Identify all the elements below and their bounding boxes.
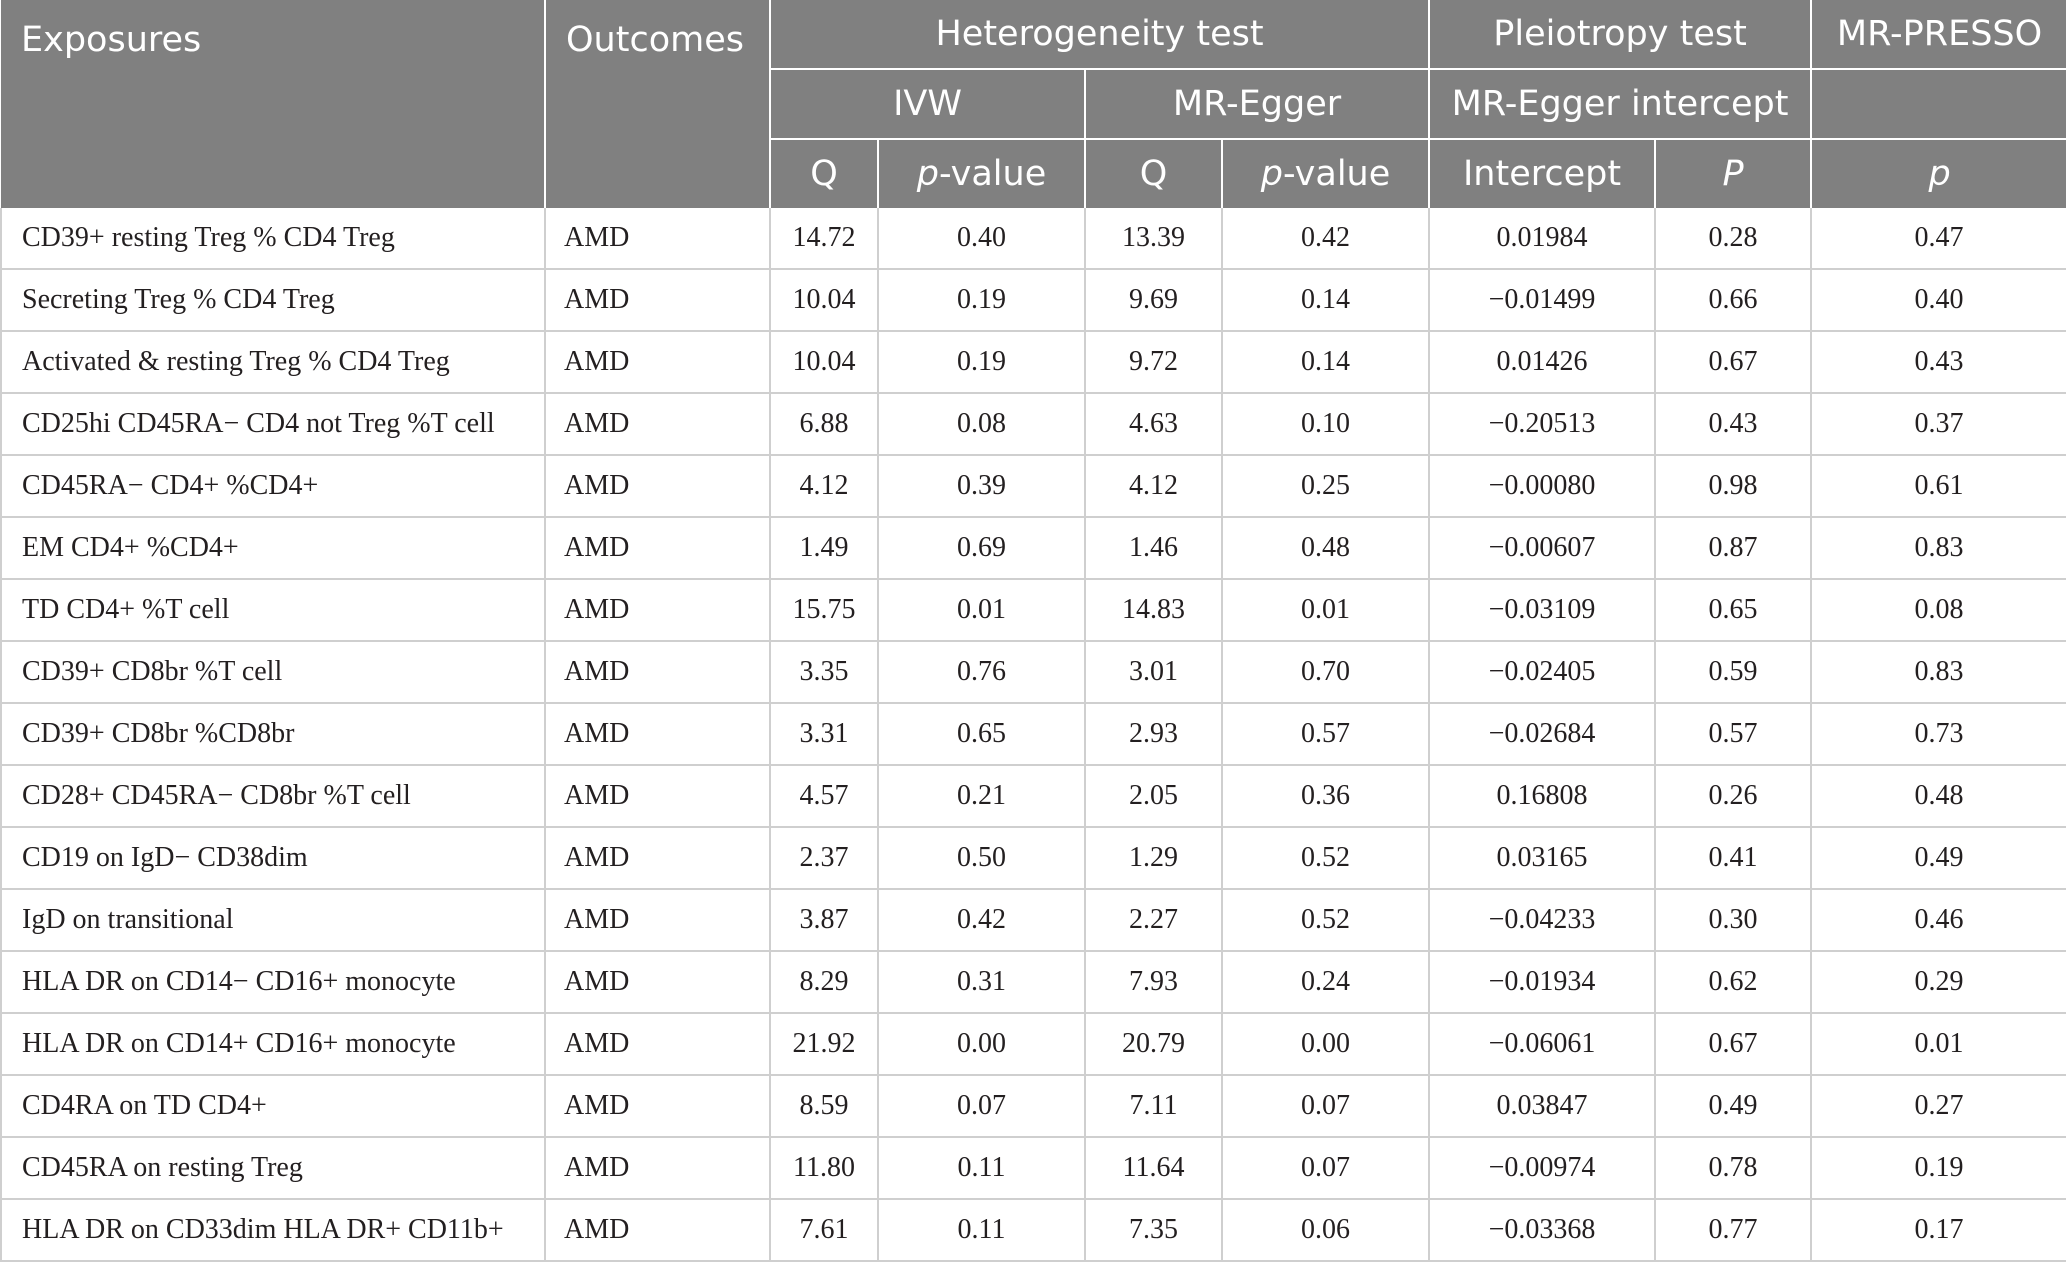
- cell-q-ivw: 1.49: [770, 517, 878, 579]
- cell-q-ivw: 15.75: [770, 579, 878, 641]
- cell-p-ivw: 0.69: [878, 517, 1085, 579]
- cell-p-presso: 0.40: [1811, 269, 2066, 331]
- cell-exposure: CD39+ resting Treg % CD4 Treg: [1, 208, 545, 269]
- cell-p-pleio: 0.98: [1655, 455, 1811, 517]
- cell-p-ivw: 0.01: [878, 579, 1085, 641]
- cell-p-presso: 0.29: [1811, 951, 2066, 1013]
- cell-q-ivw: 14.72: [770, 208, 878, 269]
- cell-p-presso: 0.48: [1811, 765, 2066, 827]
- cell-p-ivw: 0.31: [878, 951, 1085, 1013]
- table-row: [1, 765, 2066, 827]
- cell-outcome: AMD: [545, 269, 770, 331]
- cell-p-pleio: 0.77: [1655, 1199, 1811, 1261]
- cell-outcome: AMD: [545, 517, 770, 579]
- cell-outcome: AMD: [545, 889, 770, 951]
- cell-exposure: Activated & resting Treg % CD4 Treg: [1, 331, 545, 393]
- cell-q-egger: 2.27: [1085, 889, 1222, 951]
- cell-p-ivw: 0.08: [878, 393, 1085, 455]
- cell-p-egger: 0.48: [1222, 517, 1429, 579]
- cell-q-egger: 7.35: [1085, 1199, 1222, 1261]
- cell-exposure: CD39+ CD8br %CD8br: [1, 703, 545, 765]
- table-row: [1, 1013, 2066, 1075]
- cell-intercept: 0.03165: [1429, 827, 1655, 889]
- cell-p-pleio: 0.43: [1655, 393, 1811, 455]
- cell-p-ivw: 0.65: [878, 703, 1085, 765]
- table-row: [1, 517, 2066, 579]
- cell-outcome: AMD: [545, 331, 770, 393]
- cell-outcome: AMD: [545, 703, 770, 765]
- header-mr-presso-blank: [1811, 69, 2066, 139]
- cell-q-egger: 7.11: [1085, 1075, 1222, 1137]
- table-row: [1, 455, 2066, 517]
- cell-q-egger: 4.63: [1085, 393, 1222, 455]
- cell-intercept: −0.20513: [1429, 393, 1655, 455]
- cell-exposure: CD19 on IgD− CD38dim: [1, 827, 545, 889]
- cell-p-egger: 0.07: [1222, 1075, 1429, 1137]
- table-row: [1, 208, 2066, 269]
- cell-outcome: AMD: [545, 827, 770, 889]
- table-body: [1, 208, 2066, 1261]
- cell-p-presso: 0.47: [1811, 208, 2066, 269]
- cell-exposure: CD4RA on TD CD4+: [1, 1075, 545, 1137]
- cell-p-presso: 0.27: [1811, 1075, 2066, 1137]
- cell-outcome: AMD: [545, 208, 770, 269]
- cell-p-ivw: 0.42: [878, 889, 1085, 951]
- cell-intercept: 0.03847: [1429, 1075, 1655, 1137]
- cell-p-presso: 0.37: [1811, 393, 2066, 455]
- cell-q-egger: 20.79: [1085, 1013, 1222, 1075]
- cell-p-ivw: 0.11: [878, 1199, 1085, 1261]
- cell-p-ivw: 0.40: [878, 208, 1085, 269]
- header-mr-egger: MR-Egger: [1085, 69, 1429, 139]
- table-row: [1, 889, 2066, 951]
- cell-p-egger: 0.36: [1222, 765, 1429, 827]
- cell-p-pleio: 0.57: [1655, 703, 1811, 765]
- cell-q-egger: 13.39: [1085, 208, 1222, 269]
- cell-p-ivw: 0.07: [878, 1075, 1085, 1137]
- cell-q-egger: 11.64: [1085, 1137, 1222, 1199]
- header-p-presso-italic: p: [1928, 154, 1951, 194]
- cell-intercept: −0.00607: [1429, 517, 1655, 579]
- cell-q-egger: 9.72: [1085, 331, 1222, 393]
- cell-outcome: AMD: [545, 393, 770, 455]
- table-row: [1, 827, 2066, 889]
- cell-p-ivw: 0.39: [878, 455, 1085, 517]
- cell-q-egger: 3.01: [1085, 641, 1222, 703]
- cell-intercept: −0.04233: [1429, 889, 1655, 951]
- table-row: [1, 951, 2066, 1013]
- cell-q-egger: 14.83: [1085, 579, 1222, 641]
- cell-p-egger: 0.52: [1222, 827, 1429, 889]
- cell-q-ivw: 4.57: [770, 765, 878, 827]
- cell-outcome: AMD: [545, 455, 770, 517]
- cell-q-ivw: 10.04: [770, 269, 878, 331]
- cell-q-egger: 2.93: [1085, 703, 1222, 765]
- cell-p-presso: 0.61: [1811, 455, 2066, 517]
- cell-p-ivw: 0.21: [878, 765, 1085, 827]
- cell-p-egger: 0.14: [1222, 331, 1429, 393]
- header-p-egger-italic: p: [1260, 154, 1283, 194]
- cell-intercept: −0.02684: [1429, 703, 1655, 765]
- cell-intercept: 0.01426: [1429, 331, 1655, 393]
- header-p-ivw-italic: p: [916, 154, 939, 194]
- cell-p-ivw: 0.19: [878, 331, 1085, 393]
- cell-q-egger: 2.05: [1085, 765, 1222, 827]
- cell-exposure: CD25hi CD45RA− CD4 not Treg %T cell: [1, 393, 545, 455]
- cell-exposure: HLA DR on CD14+ CD16+ monocyte: [1, 1013, 545, 1075]
- cell-p-presso: 0.17: [1811, 1199, 2066, 1261]
- header-p-egger-rest: -value: [1282, 154, 1391, 194]
- header-p-value-egger: [1222, 139, 1429, 208]
- header-ivw: IVW: [770, 69, 1085, 139]
- cell-q-ivw: 3.35: [770, 641, 878, 703]
- cell-p-presso: 0.19: [1811, 1137, 2066, 1199]
- cell-intercept: −0.03368: [1429, 1199, 1655, 1261]
- cell-exposure: CD28+ CD45RA− CD8br %T cell: [1, 765, 545, 827]
- cell-exposure: EM CD4+ %CD4+: [1, 517, 545, 579]
- table-row: [1, 703, 2066, 765]
- header-p-pleio-italic: P: [1722, 154, 1744, 194]
- cell-p-egger: 0.10: [1222, 393, 1429, 455]
- cell-intercept: −0.06061: [1429, 1013, 1655, 1075]
- cell-intercept: −0.02405: [1429, 641, 1655, 703]
- header-p-presso: [1811, 139, 2066, 208]
- cell-p-pleio: 0.30: [1655, 889, 1811, 951]
- header-heterogeneity-test: Heterogeneity test: [770, 0, 1429, 69]
- cell-p-egger: 0.07: [1222, 1137, 1429, 1199]
- cell-p-ivw: 0.19: [878, 269, 1085, 331]
- cell-p-ivw: 0.11: [878, 1137, 1085, 1199]
- header-q-ivw: Q: [770, 139, 878, 208]
- cell-q-ivw: 11.80: [770, 1137, 878, 1199]
- cell-intercept: −0.03109: [1429, 579, 1655, 641]
- cell-p-egger: 0.06: [1222, 1199, 1429, 1261]
- cell-p-egger: 0.25: [1222, 455, 1429, 517]
- cell-exposure: CD45RA on resting Treg: [1, 1137, 545, 1199]
- cell-intercept: −0.01499: [1429, 269, 1655, 331]
- cell-p-pleio: 0.67: [1655, 331, 1811, 393]
- cell-exposure: CD39+ CD8br %T cell: [1, 641, 545, 703]
- table-row: [1, 1199, 2066, 1261]
- cell-q-egger: 1.29: [1085, 827, 1222, 889]
- cell-p-pleio: 0.78: [1655, 1137, 1811, 1199]
- table-row: [1, 1137, 2066, 1199]
- header-intercept: Intercept: [1429, 139, 1655, 208]
- header-p-value-ivw: [878, 139, 1085, 208]
- cell-q-egger: 9.69: [1085, 269, 1222, 331]
- cell-p-presso: 0.08: [1811, 579, 2066, 641]
- cell-q-ivw: 2.37: [770, 827, 878, 889]
- cell-p-presso: 0.83: [1811, 641, 2066, 703]
- cell-p-presso: 0.01: [1811, 1013, 2066, 1075]
- cell-outcome: AMD: [545, 1137, 770, 1199]
- cell-outcome: AMD: [545, 1013, 770, 1075]
- cell-p-pleio: 0.49: [1655, 1075, 1811, 1137]
- cell-q-egger: 4.12: [1085, 455, 1222, 517]
- header-mr-egger-intercept: MR-Egger intercept: [1429, 69, 1811, 139]
- cell-p-presso: 0.83: [1811, 517, 2066, 579]
- table-row: [1, 641, 2066, 703]
- cell-q-ivw: 6.88: [770, 393, 878, 455]
- cell-intercept: 0.01984: [1429, 208, 1655, 269]
- cell-p-pleio: 0.87: [1655, 517, 1811, 579]
- cell-p-egger: 0.57: [1222, 703, 1429, 765]
- table-row: [1, 331, 2066, 393]
- cell-p-egger: 0.00: [1222, 1013, 1429, 1075]
- table-header: [1, 0, 2066, 208]
- cell-q-ivw: 4.12: [770, 455, 878, 517]
- cell-exposure: TD CD4+ %T cell: [1, 579, 545, 641]
- cell-p-egger: 0.42: [1222, 208, 1429, 269]
- cell-p-pleio: 0.26: [1655, 765, 1811, 827]
- cell-p-presso: 0.43: [1811, 331, 2066, 393]
- cell-q-ivw: 10.04: [770, 331, 878, 393]
- header-mr-presso: MR-PRESSO: [1811, 0, 2066, 69]
- cell-exposure: HLA DR on CD14− CD16+ monocyte: [1, 951, 545, 1013]
- header-outcomes: Outcomes: [545, 0, 770, 208]
- cell-q-ivw: 3.87: [770, 889, 878, 951]
- header-p-ivw-rest: -value: [938, 154, 1047, 194]
- cell-exposure: Secreting Treg % CD4 Treg: [1, 269, 545, 331]
- cell-p-egger: 0.24: [1222, 951, 1429, 1013]
- cell-q-ivw: 7.61: [770, 1199, 878, 1261]
- table-row: [1, 1075, 2066, 1137]
- cell-p-presso: 0.46: [1811, 889, 2066, 951]
- cell-q-ivw: 8.29: [770, 951, 878, 1013]
- header-pleiotropy-test: Pleiotropy test: [1429, 0, 1811, 69]
- header-exposures: Exposures: [1, 0, 545, 208]
- cell-p-pleio: 0.66: [1655, 269, 1811, 331]
- cell-outcome: AMD: [545, 1199, 770, 1261]
- cell-q-ivw: 21.92: [770, 1013, 878, 1075]
- cell-p-pleio: 0.62: [1655, 951, 1811, 1013]
- cell-p-presso: 0.49: [1811, 827, 2066, 889]
- cell-outcome: AMD: [545, 1075, 770, 1137]
- cell-outcome: AMD: [545, 765, 770, 827]
- cell-p-presso: 0.73: [1811, 703, 2066, 765]
- table-row: [1, 393, 2066, 455]
- cell-p-pleio: 0.28: [1655, 208, 1811, 269]
- cell-outcome: AMD: [545, 579, 770, 641]
- cell-q-egger: 7.93: [1085, 951, 1222, 1013]
- cell-outcome: AMD: [545, 951, 770, 1013]
- cell-q-ivw: 8.59: [770, 1075, 878, 1137]
- cell-p-pleio: 0.65: [1655, 579, 1811, 641]
- cell-intercept: −0.01934: [1429, 951, 1655, 1013]
- cell-intercept: −0.00080: [1429, 455, 1655, 517]
- cell-intercept: −0.00974: [1429, 1137, 1655, 1199]
- cell-exposure: HLA DR on CD33dim HLA DR+ CD11b+: [1, 1199, 545, 1261]
- cell-p-pleio: 0.41: [1655, 827, 1811, 889]
- cell-p-ivw: 0.00: [878, 1013, 1085, 1075]
- table-row: [1, 269, 2066, 331]
- cell-exposure: CD45RA− CD4+ %CD4+: [1, 455, 545, 517]
- cell-outcome: AMD: [545, 641, 770, 703]
- header-p-pleiotropy: [1655, 139, 1811, 208]
- cell-p-pleio: 0.67: [1655, 1013, 1811, 1075]
- cell-p-ivw: 0.76: [878, 641, 1085, 703]
- cell-p-egger: 0.52: [1222, 889, 1429, 951]
- header-q-egger: Q: [1085, 139, 1222, 208]
- cell-q-ivw: 3.31: [770, 703, 878, 765]
- cell-intercept: 0.16808: [1429, 765, 1655, 827]
- cell-p-ivw: 0.50: [878, 827, 1085, 889]
- cell-p-pleio: 0.59: [1655, 641, 1811, 703]
- cell-p-egger: 0.14: [1222, 269, 1429, 331]
- cell-exposure: IgD on transitional: [1, 889, 545, 951]
- cell-q-egger: 1.46: [1085, 517, 1222, 579]
- cell-p-egger: 0.01: [1222, 579, 1429, 641]
- cell-p-egger: 0.70: [1222, 641, 1429, 703]
- table-row: [1, 579, 2066, 641]
